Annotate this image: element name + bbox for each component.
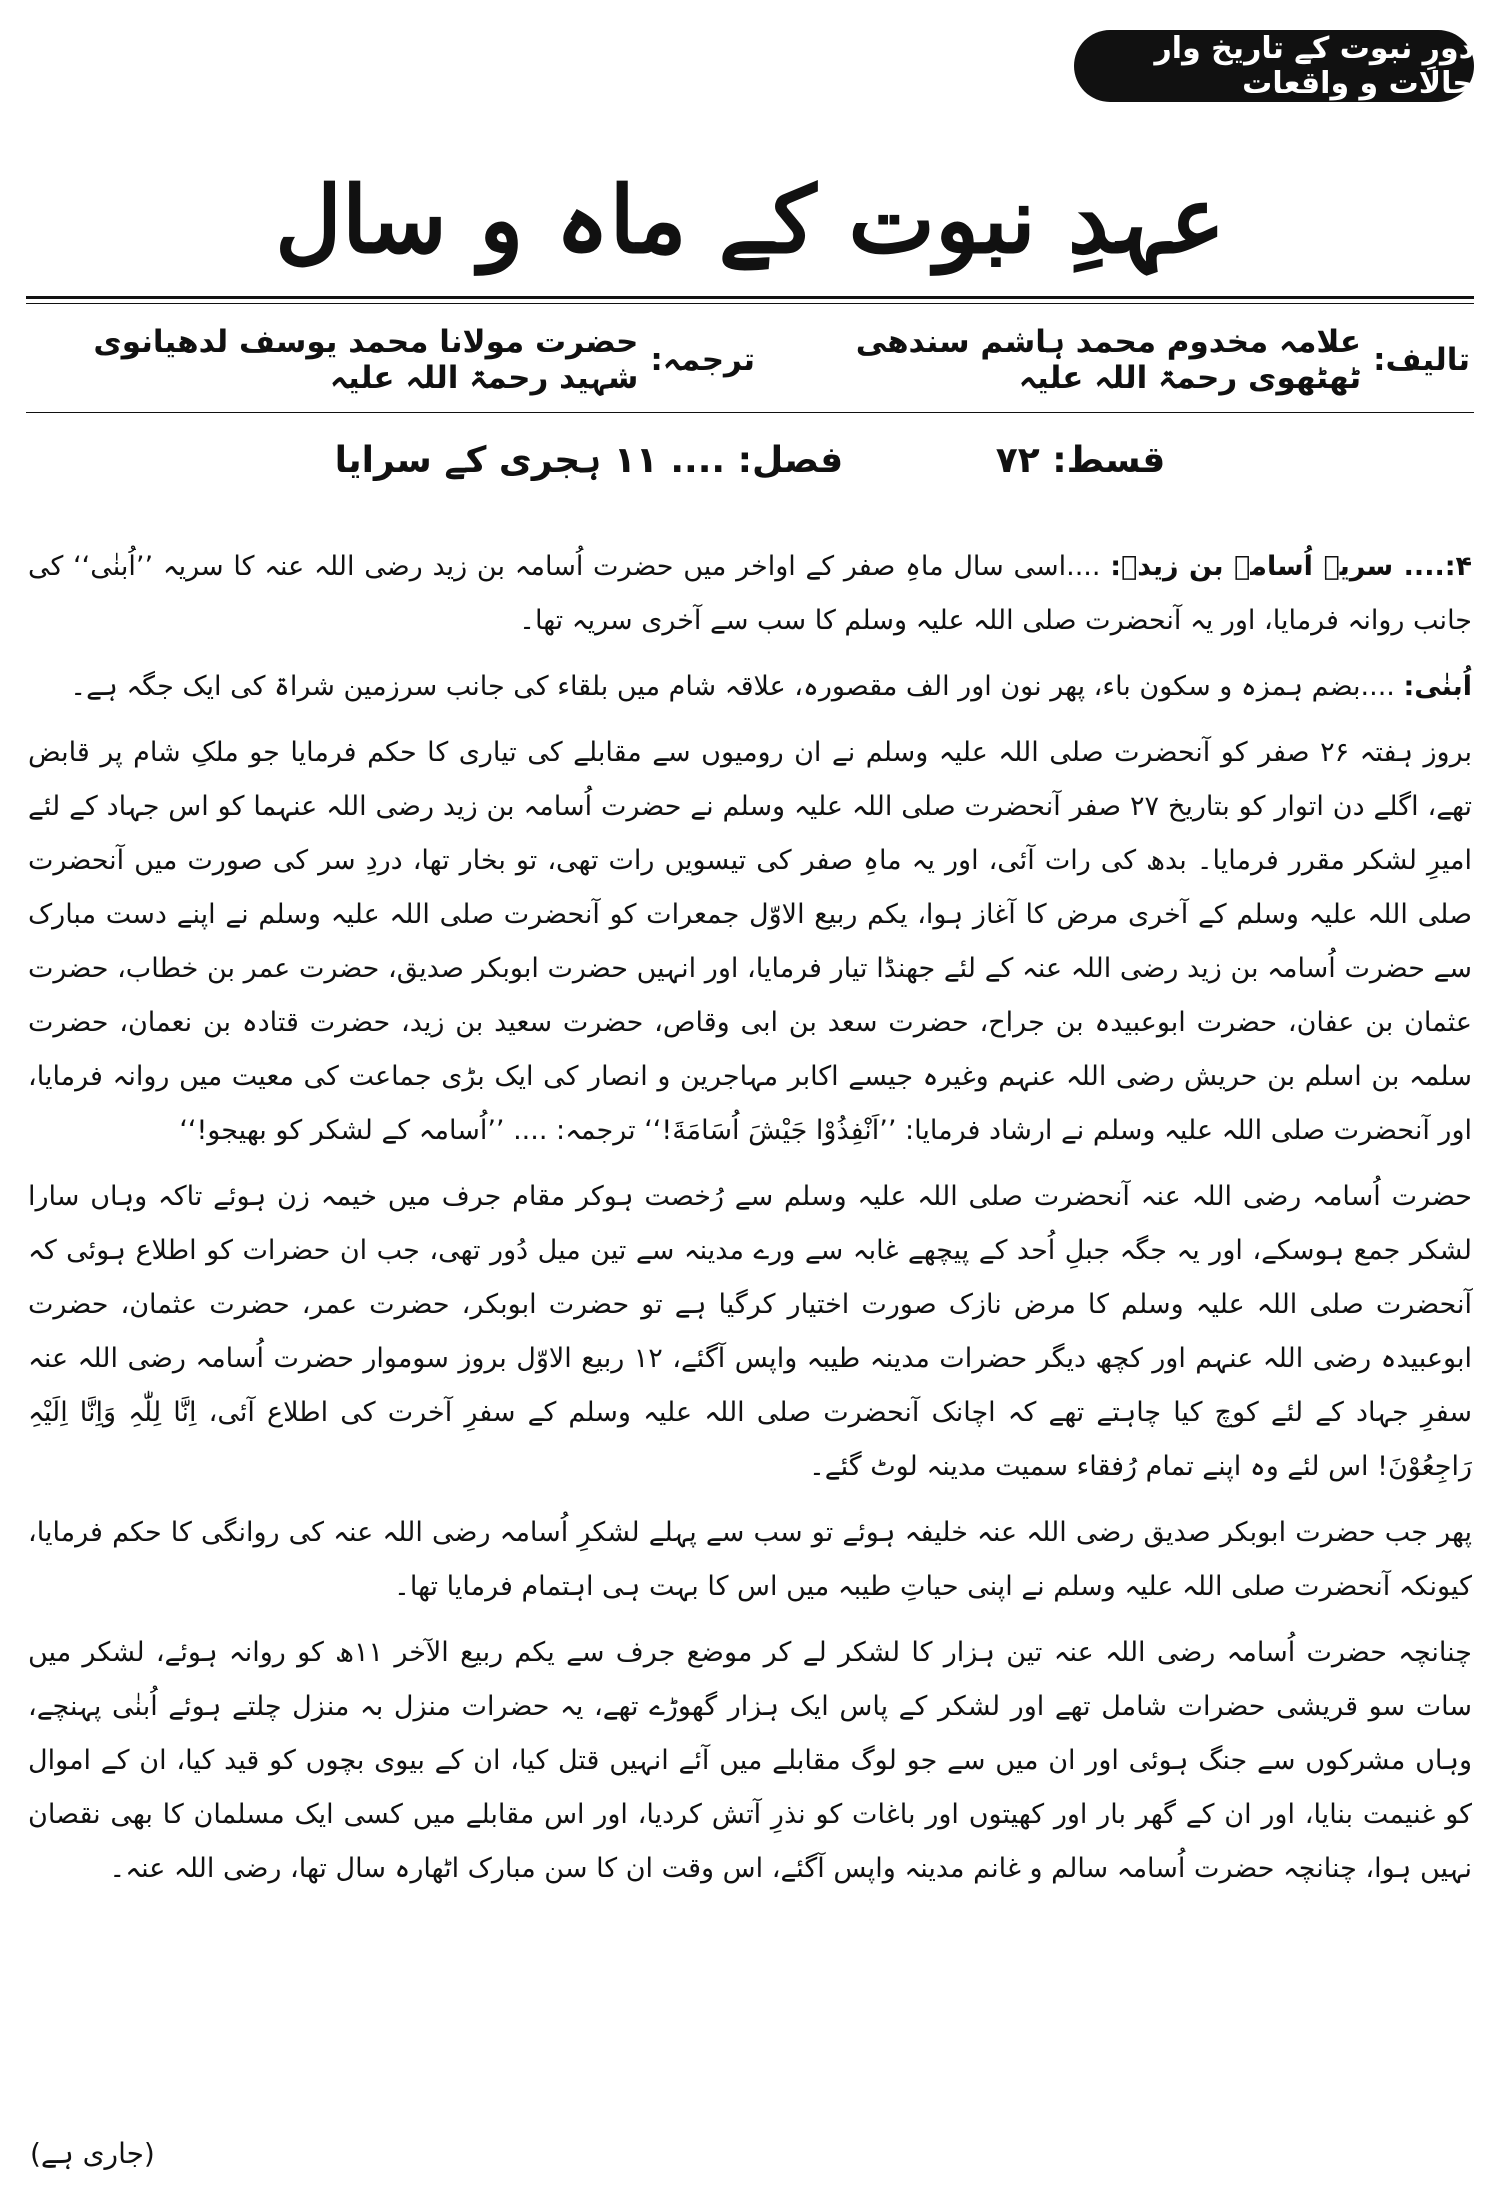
title-divider: [26, 296, 1474, 299]
episode-part: قسط: ۷۲: [995, 440, 1166, 481]
paragraph-text: ....بضم ہمزہ و سکون باء، پھر نون اور الف مقصورہ، علاقہ شام میں بلقاء کی جانب سرزمین شراۃ کی ایک جگہ ہے۔: [70, 671, 1395, 702]
paragraph: [28, 1626, 1472, 1896]
article-body: [28, 540, 1472, 1908]
credits-divider: [26, 412, 1474, 413]
episode-section: فصل: .... ۱۱ ہجری کے سرایا: [334, 440, 844, 481]
paragraph: [28, 540, 1472, 648]
title-divider-thin: [26, 303, 1474, 304]
paragraph-text: حضرت اُسامہ رضی اللہ عنہ آنحضرت صلی اللہ علیہ وسلم سے رُخصت ہوکر مقام جرف میں خیمہ زن ہوئے تاکہ وہاں سارا لشکر جمع ہوسکے، اور یہ جگہ جبلِ اُحد کے پیچھے غابہ سے ورے مدینہ سے تین میل دُور تھی، جب ان حضرات کو اطلاع ہوئی کہ آنحضرت صلی اللہ علیہ وسلم کا مرض نازک صورت اختیار کرگیا ہے تو حضرت ابوبکر، حضرت عمر، حضرت عثمان، حضرت ابوعبیدہ رضی اللہ عنہم اور کچھ دیگر حضرات مدینہ طیبہ واپس آگئے، ۱۲ ربیع الاوّل بروز سوموار حضرت اُسامہ رضی اللہ عنہ سفرِ جہاد کے لئے کوچ کیا چاہتے تھے کہ اچانک آنحضرت صلی اللہ علیہ وسلم کے سفرِ آخرت کی اطلاع آئی، اِنَّا لِلّٰہِ وَاِنَّا اِلَیْہِ رَاجِعُوْنَ! اس لئے وہ اپنے تمام رُفقاء سمیت مدینہ لوٹ گئے۔: [28, 1181, 1473, 1482]
paragraph-lead: اُبنٰی:: [1403, 671, 1472, 702]
author-name: علامہ مخدوم محمد ہاشم سندھی ٹھٹھوی رحمۃ اللہ علیہ: [855, 324, 1362, 396]
continued-note: (جاری ہے): [30, 2137, 155, 2170]
translator-name: حضرت مولانا محمد یوسف لدھیانوی شہید رحمۃ اللہ علیہ: [93, 324, 639, 396]
paragraph: [28, 1170, 1472, 1494]
author-label: تالیف:: [1373, 342, 1470, 378]
paragraph-text: ....اسی سال ماہِ صفر کے اواخر میں حضرت اُسامہ بن زید رضی اللہ عنہ کا سریہ ’’اُبنٰی‘‘ کی جانب روانہ فرمایا، اور یہ آنحضرت صلی اللہ علیہ وسلم کا سب سے آخری سریہ تھا۔: [28, 551, 1472, 636]
translator-credit: [30, 324, 755, 396]
paragraph: [28, 660, 1472, 714]
series-badge: دورِ نبوت کے تاریخ وار حالات و واقعات: [1074, 30, 1474, 102]
paragraph: [28, 726, 1472, 1158]
paragraph-text: بروز ہفتہ ۲۶ صفر کو آنحضرت صلی اللہ علیہ وسلم نے ان رومیوں سے مقابلے کی تیاری کا حکم فرمایا جو ملکِ شام پر قابض تھے، اگلے دن اتوار کو بتاریخ ۲۷ صفر آنحضرت صلی اللہ علیہ وسلم نے حضرت اُسامہ بن زید رضی اللہ عنہما کو اس جہاد کے لئے امیرِ لشکر مقرر فرمایا۔ بدھ کی رات آئی، اور یہ ماہِ صفر کی تیسویں رات تھی، تو بخار تھا، دردِ سر کی صورت میں آنحضرت صلی اللہ علیہ وسلم کے آخری مرض کا آغاز ہوا، یکم ربیع الاوّل جمعرات کو آنحضرت صلی اللہ علیہ وسلم نے اپنے دست مبارک سے حضرت اُسامہ بن زید رضی اللہ عنہ کے لئے جھنڈا تیار فرمایا، اور انہیں حضرت ابوبکر صدیق، حضرت عمر بن خطاب، حضرت عثمان بن عفان، حضرت ابوعبیدہ بن جراح، حضرت سعد بن ابی وقاص، حضرت سعید بن زید، حضرت قتادہ بن نعمان، حضرت سلمہ بن اسلم بن حریش رضی اللہ عنہم وغیرہ جیسے اکابر مہاجرین و انصار کی ایک بڑی جماعت کی معیت میں روانہ فرمایا، اور آنحضرت صلی اللہ علیہ وسلم نے ارشاد فرمایا: ’’اَنْفِذُوْا جَیْشَ اُسَامَةَ!‘‘ ترجمہ: .... ’’اُسامہ کے لشکر کو بھیجو!‘‘: [28, 737, 1472, 1146]
paragraph-text: چنانچہ حضرت اُسامہ رضی اللہ عنہ تین ہزار کا لشکر لے کر موضع جرف سے یکم ربیع الآخر ۱۱ھ کو روانہ ہوئے، لشکر میں سات سو قریشی حضرات شامل تھے اور لشکر کے پاس ایک ہزار گھوڑے تھے، یہ حضرات منزل بہ منزل چلتے ہوئے اُبنٰی پہنچے، وہاں مشرکوں سے جنگ ہوئی اور ان میں سے جو لوگ مقابلے میں آئے انہیں قتل کیا، ان کے بیوی بچوں کو قید کیا، ان کے اموال کو غنیمت بنایا، اور ان کے گھر بار اور کھیتوں اور باغات کو نذرِ آتش کردیا، اور اس مقابلے میں کسی ایک مسلمان کا بھی نقصان نہیں ہوا، چنانچہ حضرت اُسامہ سالم و غانم مدینہ واپس آگئے، اس وقت ان کا سن مبارک اٹھارہ سال تھا، رضی اللہ عنہ۔: [28, 1637, 1472, 1884]
paragraph-text: پھر جب حضرت ابوبکر صدیق رضی اللہ عنہ خلیفہ ہوئے تو سب سے پہلے لشکرِ اُسامہ رضی اللہ عنہ کی روانگی کا حکم فرمایا، کیونکہ آنحضرت صلی اللہ علیہ وسلم نے اپنی حیاتِ طیبہ میں اس کا بہت ہی اہتمام فرمایا تھا۔: [28, 1517, 1472, 1602]
translator-label: ترجمہ:: [650, 342, 755, 378]
paragraph: [28, 1506, 1472, 1614]
author-credit: [755, 324, 1470, 396]
episode-heading: [0, 440, 1500, 481]
page-title: عہدِ نبوت کے ماہ و سال: [274, 166, 1226, 274]
credits-row: [30, 320, 1470, 400]
paragraph-lead: ۴:.... سریہ اُسامہ بن زیدؓ:: [1110, 551, 1472, 582]
